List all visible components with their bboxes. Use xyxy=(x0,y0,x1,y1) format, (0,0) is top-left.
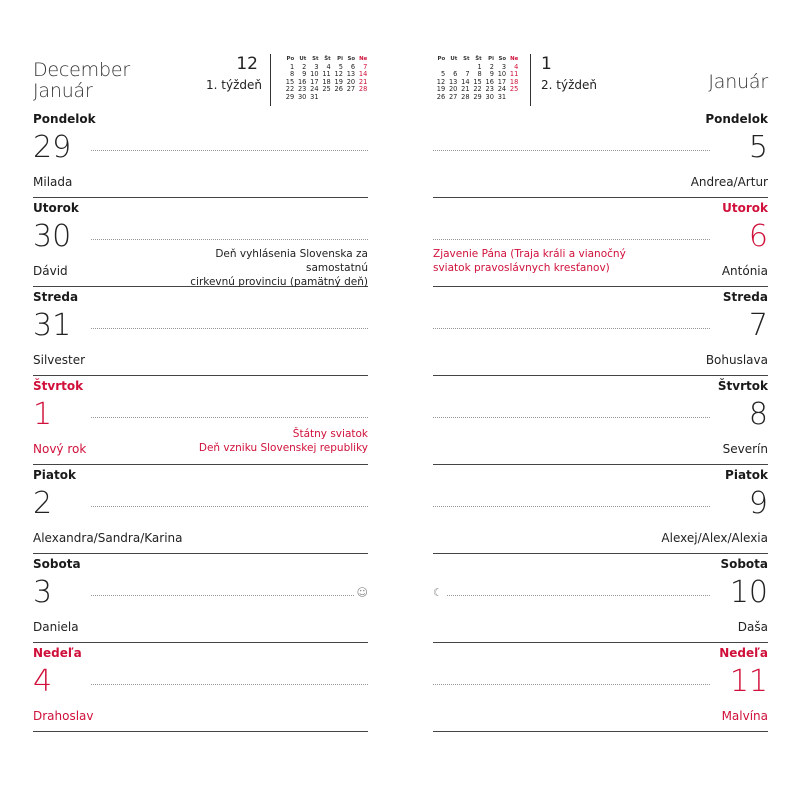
day-note-line: sviatok pravoslávnych kresťanov) xyxy=(433,262,610,274)
mini-calendar-day xyxy=(319,94,331,102)
day-note xyxy=(433,247,626,275)
mini-calendar-header: St xyxy=(463,56,470,62)
mini-calendar-day: 19 xyxy=(334,77,343,86)
mini-calendar-day: 28 xyxy=(461,92,470,101)
name-day: Milada xyxy=(33,175,73,189)
day-row xyxy=(433,464,768,554)
mini-calendar-day: 2 xyxy=(489,62,494,71)
mini-calendar-day: 14 xyxy=(358,70,368,79)
mini-calendar-header: Pi xyxy=(488,56,494,62)
mini-calendar-day: 25 xyxy=(509,85,519,94)
mini-calendar-day: 9 xyxy=(302,70,307,79)
day-name: Utorok xyxy=(722,201,768,215)
mini-calendar-header: Po xyxy=(286,56,295,62)
week-number: 1 xyxy=(541,54,552,74)
name-day: Antónia xyxy=(721,264,768,278)
day-row xyxy=(433,197,768,287)
day-number: 4 xyxy=(33,664,53,699)
day-name: Nedeľa xyxy=(33,646,82,660)
day-name: Streda xyxy=(33,290,79,304)
mini-calendar-day xyxy=(343,94,355,102)
mini-calendar-day: 16 xyxy=(297,77,307,86)
week-box xyxy=(206,54,262,93)
day-row xyxy=(433,642,768,732)
writing-line xyxy=(433,239,710,240)
day-note-line: cirkevnú provinciu (pamätný deň) xyxy=(190,276,368,288)
writing-line xyxy=(433,150,710,151)
name-day: Silvester xyxy=(33,353,86,367)
mini-calendar-day: 4 xyxy=(514,62,519,71)
writing-line xyxy=(433,506,710,507)
header-divider xyxy=(270,54,271,106)
day-number: 11 xyxy=(729,664,768,699)
mini-calendar-day: 4 xyxy=(326,62,331,71)
month-title-line-1: December xyxy=(33,59,130,81)
mini-calendar-header: Ne xyxy=(359,56,368,62)
day-note-line: Deň vzniku Slovenskej republiky xyxy=(198,442,368,454)
mini-calendar-day xyxy=(331,94,343,102)
name-day: Alexandra/Sandra/Karina xyxy=(33,531,183,545)
mini-calendar-day: 6 xyxy=(350,62,356,71)
day-number: 5 xyxy=(748,130,768,165)
mini-calendar-day: 29 xyxy=(473,92,482,101)
mini-calendar-day: 9 xyxy=(489,70,494,79)
mini-calendar-day: 23 xyxy=(485,85,494,94)
mini-calendar-day: 7 xyxy=(465,70,470,79)
day-number: 29 xyxy=(33,130,72,165)
writing-line xyxy=(91,150,368,151)
day-name: Sobota xyxy=(720,557,768,571)
name-day: Malvína xyxy=(721,709,768,723)
moon-phase-icon: ☾ xyxy=(433,586,443,599)
name-day: Andrea/Artur xyxy=(690,175,768,189)
mini-calendar-row xyxy=(282,86,367,94)
name-day: Daša xyxy=(737,620,768,634)
header-divider xyxy=(530,54,531,106)
day-name: Nedeľa xyxy=(719,646,768,660)
day-note-line: Deň vyhlásenia Slovenska za samostatnú xyxy=(215,248,368,274)
mini-calendar-header: So xyxy=(498,56,507,62)
mini-calendar-header: Pi xyxy=(337,56,343,62)
mini-calendar-row xyxy=(282,94,367,102)
mini-calendar-day: 2 xyxy=(302,62,307,71)
day-name: Pondelok xyxy=(705,112,768,126)
day-row xyxy=(433,375,768,465)
mini-calendar-day: 26 xyxy=(334,85,343,94)
day-name: Piatok xyxy=(725,468,768,482)
mini-calendar-day: 3 xyxy=(501,62,507,71)
name-day: Daniela xyxy=(33,620,79,634)
mini-calendar-day: 13 xyxy=(346,70,356,79)
mini-calendar-day: 5 xyxy=(440,70,446,79)
mini-calendar-day: 23 xyxy=(297,85,307,94)
day-name: Utorok xyxy=(33,201,79,215)
mini-calendar-header: Po xyxy=(437,56,446,62)
mini-calendar-day: 11 xyxy=(322,70,331,79)
mini-calendar-day: 25 xyxy=(322,85,331,94)
day-note xyxy=(199,427,368,455)
week-number: 12 xyxy=(236,54,258,74)
mini-calendar-header: Ut xyxy=(450,56,458,62)
mini-calendar-header: So xyxy=(347,56,356,62)
mini-calendar-day: 3 xyxy=(314,62,319,71)
mini-calendar-day: 12 xyxy=(334,70,343,79)
day-row xyxy=(33,108,368,198)
mini-calendar-day: 24 xyxy=(497,85,507,94)
mini-calendar-day: 22 xyxy=(285,85,295,94)
day-row xyxy=(33,375,368,465)
mini-calendar-header: Št xyxy=(475,56,482,62)
month-title xyxy=(33,60,130,102)
name-day: Bohuslava xyxy=(705,353,768,367)
mini-calendar-day: 21 xyxy=(461,85,470,94)
mini-calendar-day: 20 xyxy=(346,77,356,86)
mini-calendar-day: 27 xyxy=(448,92,458,101)
writing-line xyxy=(447,595,710,596)
mini-calendar-day: 30 xyxy=(297,92,307,101)
mini-calendar-day: 26 xyxy=(436,92,446,101)
mini-calendar-day: 8 xyxy=(477,70,482,79)
mini-calendar-day: 20 xyxy=(448,85,458,94)
day-name: Štvrtok xyxy=(717,379,768,393)
day-number: 2 xyxy=(33,486,53,521)
day-number: 6 xyxy=(748,219,768,254)
writing-line xyxy=(91,506,368,507)
day-name: Streda xyxy=(722,290,768,304)
day-number: 7 xyxy=(748,308,768,343)
writing-line xyxy=(433,328,710,329)
mini-calendar xyxy=(282,56,367,102)
mini-calendar-day: 15 xyxy=(473,77,482,86)
name-day: Nový rok xyxy=(33,442,87,456)
day-number: 1 xyxy=(33,397,53,432)
day-row xyxy=(433,553,768,643)
mini-calendar-day: 15 xyxy=(285,77,295,86)
day-name: Štvrtok xyxy=(33,379,84,393)
mini-calendar-day: 31 xyxy=(497,92,507,101)
mini-calendar-day: 28 xyxy=(358,85,368,94)
writing-line xyxy=(91,595,354,596)
mini-calendar-day: 29 xyxy=(285,92,295,101)
mini-calendar-day: 17 xyxy=(497,77,507,86)
mini-calendar-day: 14 xyxy=(461,77,470,86)
moon-phase-icon: ☺ xyxy=(356,586,368,599)
day-name: Pondelok xyxy=(33,112,96,126)
mini-calendar xyxy=(433,56,518,102)
mini-calendar-day: 27 xyxy=(346,85,356,94)
mini-calendar-day: 10 xyxy=(497,70,507,79)
mini-calendar-day: 1 xyxy=(477,62,482,71)
day-note-line: Štátny sviatok xyxy=(292,428,368,440)
day-note-line: Zjavenie Pána (Traja králi a vianočný xyxy=(433,248,626,260)
day-row xyxy=(33,464,368,554)
writing-line xyxy=(91,239,368,240)
day-number: 31 xyxy=(33,308,72,343)
mini-calendar-day: 13 xyxy=(448,77,458,86)
day-number: 8 xyxy=(748,397,768,432)
day-name: Piatok xyxy=(33,468,76,482)
writing-line xyxy=(91,684,368,685)
mini-calendar-day: 18 xyxy=(509,77,519,86)
month-title xyxy=(708,72,768,93)
mini-calendar-day: 18 xyxy=(322,77,331,86)
mini-calendar-header: Ne xyxy=(510,56,519,62)
mini-calendar-day: 19 xyxy=(436,85,446,94)
mini-calendar-day: 7 xyxy=(363,62,368,71)
week-box xyxy=(541,54,597,93)
name-day: Alexej/Alex/Alexia xyxy=(661,531,768,545)
mini-calendar-header: Št xyxy=(324,56,331,62)
right-page xyxy=(433,0,768,800)
mini-calendar-day: 12 xyxy=(436,77,446,86)
mini-calendar-day: 10 xyxy=(310,70,319,79)
mini-calendar-day: 30 xyxy=(485,92,494,101)
mini-calendar-day: 6 xyxy=(453,70,458,79)
mini-calendar-day: 21 xyxy=(358,77,368,86)
day-row xyxy=(433,108,768,198)
writing-line xyxy=(433,417,710,418)
day-name: Sobota xyxy=(33,557,81,571)
name-day: Severín xyxy=(722,442,768,456)
writing-line xyxy=(91,328,368,329)
day-row xyxy=(33,553,368,643)
day-row xyxy=(433,286,768,376)
mini-calendar-day: 1 xyxy=(289,62,295,71)
writing-line xyxy=(433,684,710,685)
week-label: 2. týždeň xyxy=(541,78,597,92)
month-title-line-1: Január xyxy=(708,71,768,93)
day-row xyxy=(33,197,368,287)
mini-calendar-day: 11 xyxy=(509,70,519,79)
name-day: Dávid xyxy=(33,264,68,278)
mini-calendar-day: 5 xyxy=(338,62,343,71)
mini-calendar-row xyxy=(433,94,518,102)
day-number: 9 xyxy=(748,486,768,521)
writing-line xyxy=(91,417,368,418)
mini-calendar-day: 24 xyxy=(310,85,319,94)
name-day: Drahoslav xyxy=(33,709,94,723)
day-row xyxy=(33,642,368,732)
day-row xyxy=(33,286,368,376)
day-note xyxy=(168,247,368,289)
mini-calendar-day: 8 xyxy=(289,70,295,79)
mini-calendar-header: Ut xyxy=(299,56,307,62)
day-number: 30 xyxy=(33,219,72,254)
mini-calendar-day: 16 xyxy=(485,77,494,86)
mini-calendar-day xyxy=(355,94,367,102)
day-number: 10 xyxy=(729,575,768,610)
month-title-line-2: Január xyxy=(33,80,93,102)
mini-calendar-day: 17 xyxy=(310,77,319,86)
mini-calendar-header: St xyxy=(312,56,319,62)
mini-calendar-day xyxy=(506,94,518,102)
mini-calendar-day: 31 xyxy=(310,92,319,101)
left-page xyxy=(33,0,368,800)
mini-calendar-day: 22 xyxy=(473,85,482,94)
week-label: 1. týždeň xyxy=(206,78,262,92)
day-number: 3 xyxy=(33,575,53,610)
